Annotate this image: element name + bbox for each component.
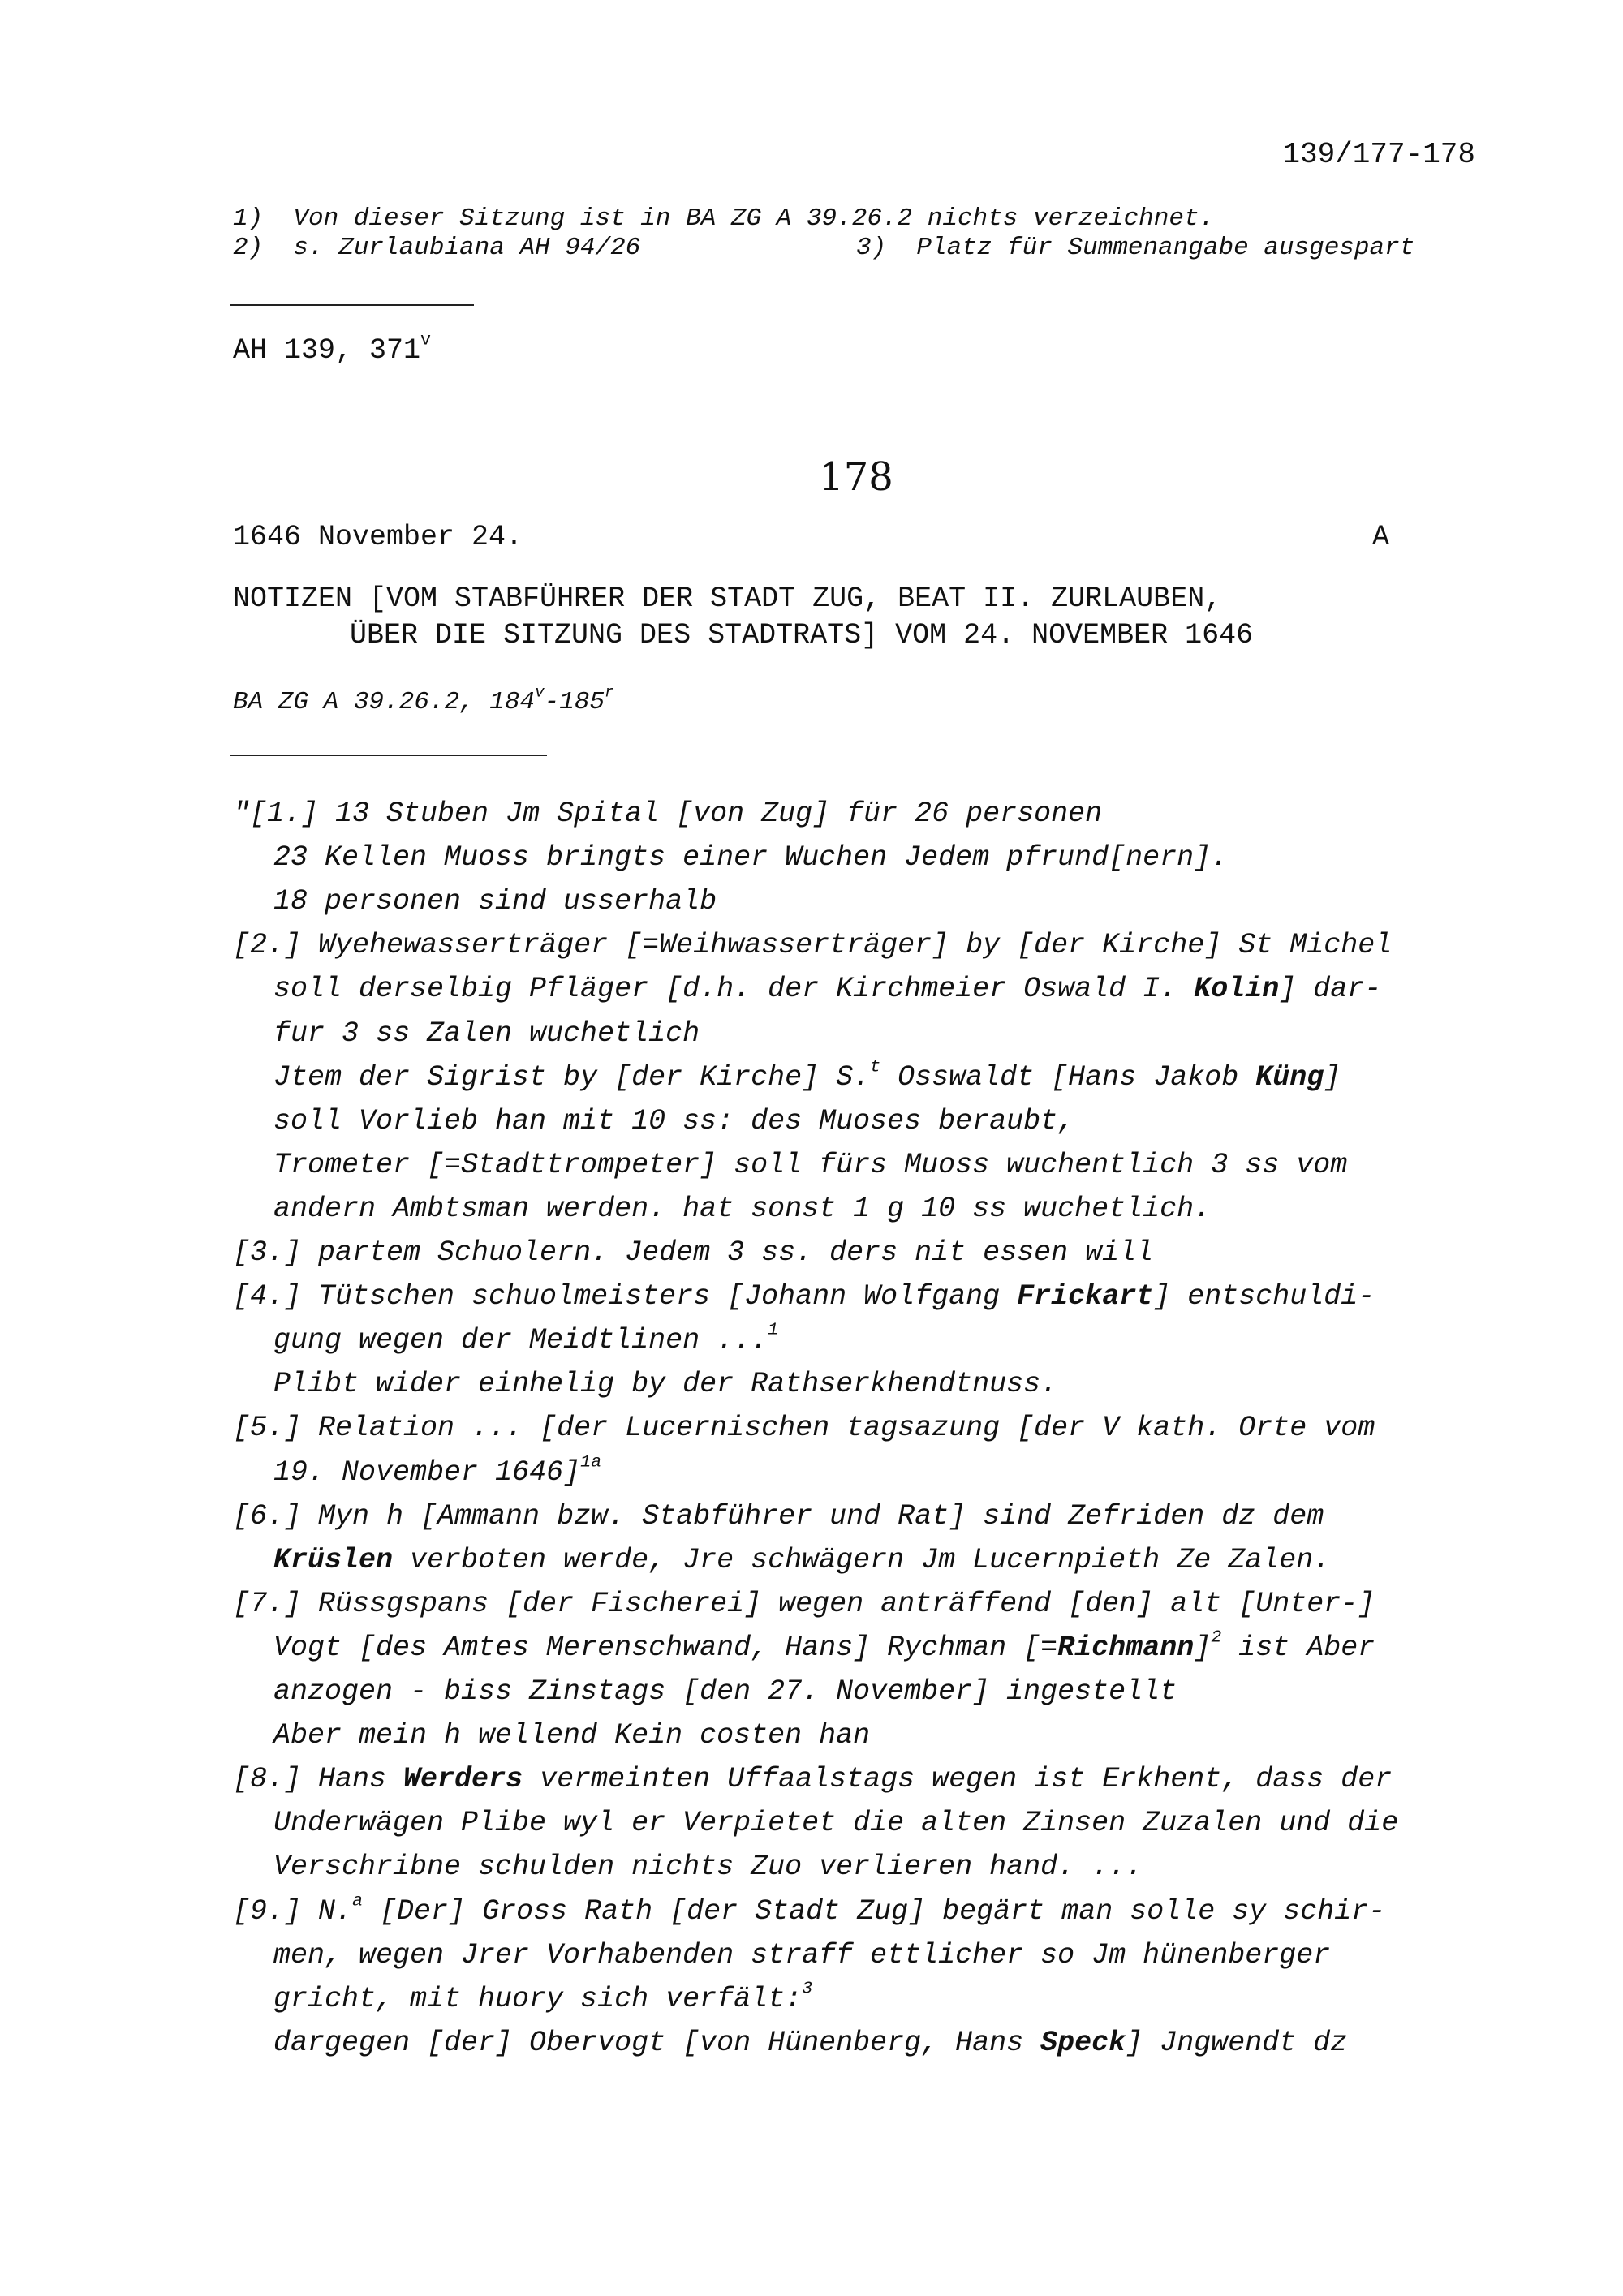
line-text: [7.] Rüssgspans [der Fischerei] wegen anträffend [den] alt [Unter-] [233,1587,1375,1620]
line-text: Plibt wider einhelig by der Rathserkhendtnuss. [273,1368,1058,1401]
line-text: andern Ambtsman werden. hat sonst 1 g 10 ss wuchetlich. [273,1192,1212,1225]
transcription-line [233,1588,1375,1620]
ah-reference-text: AH 139, 371 [233,334,421,367]
line-text: Osswaldt [Hans Jakob [880,1060,1256,1094]
line-text: ] dar- [1279,973,1382,1006]
transcription-line [273,1105,1074,1137]
line-text: ] [1194,1631,1212,1664]
transcription-line [273,1193,1211,1225]
person-name: Küng [1255,1060,1324,1094]
footnote-marker: 2 [1211,1627,1222,1648]
footnote-marker: 1 [768,1319,779,1340]
transcription-line [273,1719,870,1752]
line-text: soll derselbig Pfläger [d.h. der Kirchmeier Oswald I. [273,973,1195,1006]
line-text: Vogt [des Amtes Merenschwand, Hans] Rychman [= [273,1631,1058,1664]
line-text: gung wegen der Meidtlinen ... [273,1324,768,1357]
transcription-line [233,1500,1324,1533]
line-text: Underwägen Plibe wyl er Verpietet die alten Zinsen Zuzalen und die [273,1807,1399,1840]
transcription-line [233,1236,1153,1269]
document-title-line-2: ÜBER DIE SITZUNG DES STADTRATS] VOM 24. NOVEMBER 1646 [350,619,1254,651]
transcription-line [273,1017,700,1050]
document-type: A [1372,521,1390,553]
person-name: Richmann [1057,1631,1195,1664]
line-text: ] [1324,1060,1341,1094]
page-reference: 139/177-178 [1282,138,1475,171]
line-text: [5.] Relation ... [der Lucernischen tagsazung [der V kath. Orte vom [233,1412,1375,1445]
line-text: [2.] Wyehewasserträger [=Weihwasserträger] by [der Kirche] St Michel [233,929,1393,962]
transcription-line [273,2027,1347,2059]
transcription-line [273,973,1381,1005]
line-text: 18 personen sind usserhalb [273,885,717,918]
line-text: [9.] N. [233,1894,353,1928]
line-text: Trometer [=Stadttrompeter] soll fürs Muoss wuchentlich 3 ss vom [273,1148,1348,1181]
footnote-1: 1) Von dieser Sitzung ist in BA ZG A 39.26.2 nichts verzeichnet. [233,204,1215,233]
transcription-line [273,1056,1341,1094]
transcription-line [273,1807,1398,1839]
transcription-line [273,1451,602,1489]
transcription-line [233,1280,1375,1313]
line-text: 19. November 1646] [273,1455,581,1489]
source-reference [233,683,614,716]
transcription-line [233,929,1392,961]
transcription-line [273,1368,1057,1400]
line-text: fur 3 ss Zalen wuchetlich [273,1017,700,1050]
person-name: Krüslen [273,1543,394,1576]
transcription-line [273,885,717,918]
line-text: Jtem der Sigrist by [der Kirche] S. [273,1060,871,1094]
transcription-line [233,1412,1375,1444]
line-text: soll Vorlieb han mit 10 ss: des Muoses beraubt, [273,1104,1075,1137]
transcription-line [273,1149,1347,1181]
line-text: gricht, mit huory sich verfält: [273,1982,803,2015]
person-name: Werders [403,1763,523,1796]
source-divider [230,755,547,756]
footnote-2: 2) s. Zurlaubiana AH 94/26 [233,234,641,262]
document-number: 178 [819,454,893,500]
transcription-line [273,1627,1375,1664]
person-name: Frickart [1017,1280,1154,1314]
transcription-line [273,1544,1330,1576]
source-ref-sup-a: v [535,683,545,702]
transcription-line [273,1319,779,1357]
footnote-marker: a [352,1890,364,1911]
line-text: verboten werde, Jre schwägern Jm Lucernpieth Ze Zalen. [393,1543,1331,1576]
ah-reference [233,329,432,367]
line-text: [6.] Myn h [Ammann bzw. Stabführer und Rat] sind Zefriden dz dem [233,1499,1324,1533]
source-ref-a: BA ZG A 39.26.2, 184 [233,688,536,716]
transcription-line [233,1890,1386,1928]
line-text: vermeinten Uffaalstags wegen ist Erkhent, dass der [523,1763,1393,1796]
line-text: [8.] Hans [233,1763,404,1796]
source-ref-sup-b: r [605,683,614,702]
line-text: "[1.] 13 Stuben Jm Spital [von Zug] für 26 personen [233,798,1103,830]
transcription-line [273,1939,1330,1971]
line-text: dargegen [der] Obervogt [von Hünenberg, Hans [273,2026,1041,2059]
line-text: 23 Kellen Muoss bringts einer Wuchen Jedem pfrund[nern]. [273,841,1229,875]
person-name: Speck [1040,2026,1126,2059]
footnote-marker: 3 [802,1978,813,1999]
footnote-divider [230,304,474,306]
line-text: anzogen - biss Zinstags [den 27. November] ingestellt [273,1675,1177,1708]
source-ref-b: -185 [544,688,605,716]
transcription-line [273,1675,1177,1708]
line-text: Verschribne schulden nichts Zuo verlieren hand. ... [273,1851,1143,1884]
document-title-line-1: NOTIZEN [VOM STABFÜHRER DER STADT ZUG, BEAT II. ZURLAUBEN, [233,583,1222,615]
transcription-line [233,1763,1392,1795]
line-text: men, wegen Jrer Vorhabenden straff ettlicher so Jm hünenberger [273,1938,1331,1971]
person-name: Kolin [1194,973,1280,1006]
line-text: ist Aber [1221,1631,1375,1664]
footnote-marker: t [870,1056,881,1077]
transcription-line [233,798,1102,830]
transcription-line [273,1851,1143,1883]
line-text: Aber mein h wellend Kein costen han [273,1719,871,1752]
line-text: [3.] partem Schuolern. Jedem 3 ss. ders nit essen will [233,1236,1154,1269]
ah-reference-sup: v [420,329,432,350]
footnote-3: 3) Platz für Summenangabe ausgespart [856,234,1415,262]
footnote-marker: 1a [580,1451,602,1473]
line-text: [4.] Tütschen schuolmeisters [Johann Wolfgang [233,1280,1018,1314]
transcription-line [273,841,1228,874]
line-text: ] Jngwendt dz [1126,2026,1348,2059]
line-text: [Der] Gross Rath [der Stadt Zug] begärt man solle sy schir- [363,1894,1386,1928]
document-date: 1646 November 24. [233,521,523,553]
line-text: ] entschuldi- [1153,1280,1375,1314]
transcription-line [273,1978,813,2015]
